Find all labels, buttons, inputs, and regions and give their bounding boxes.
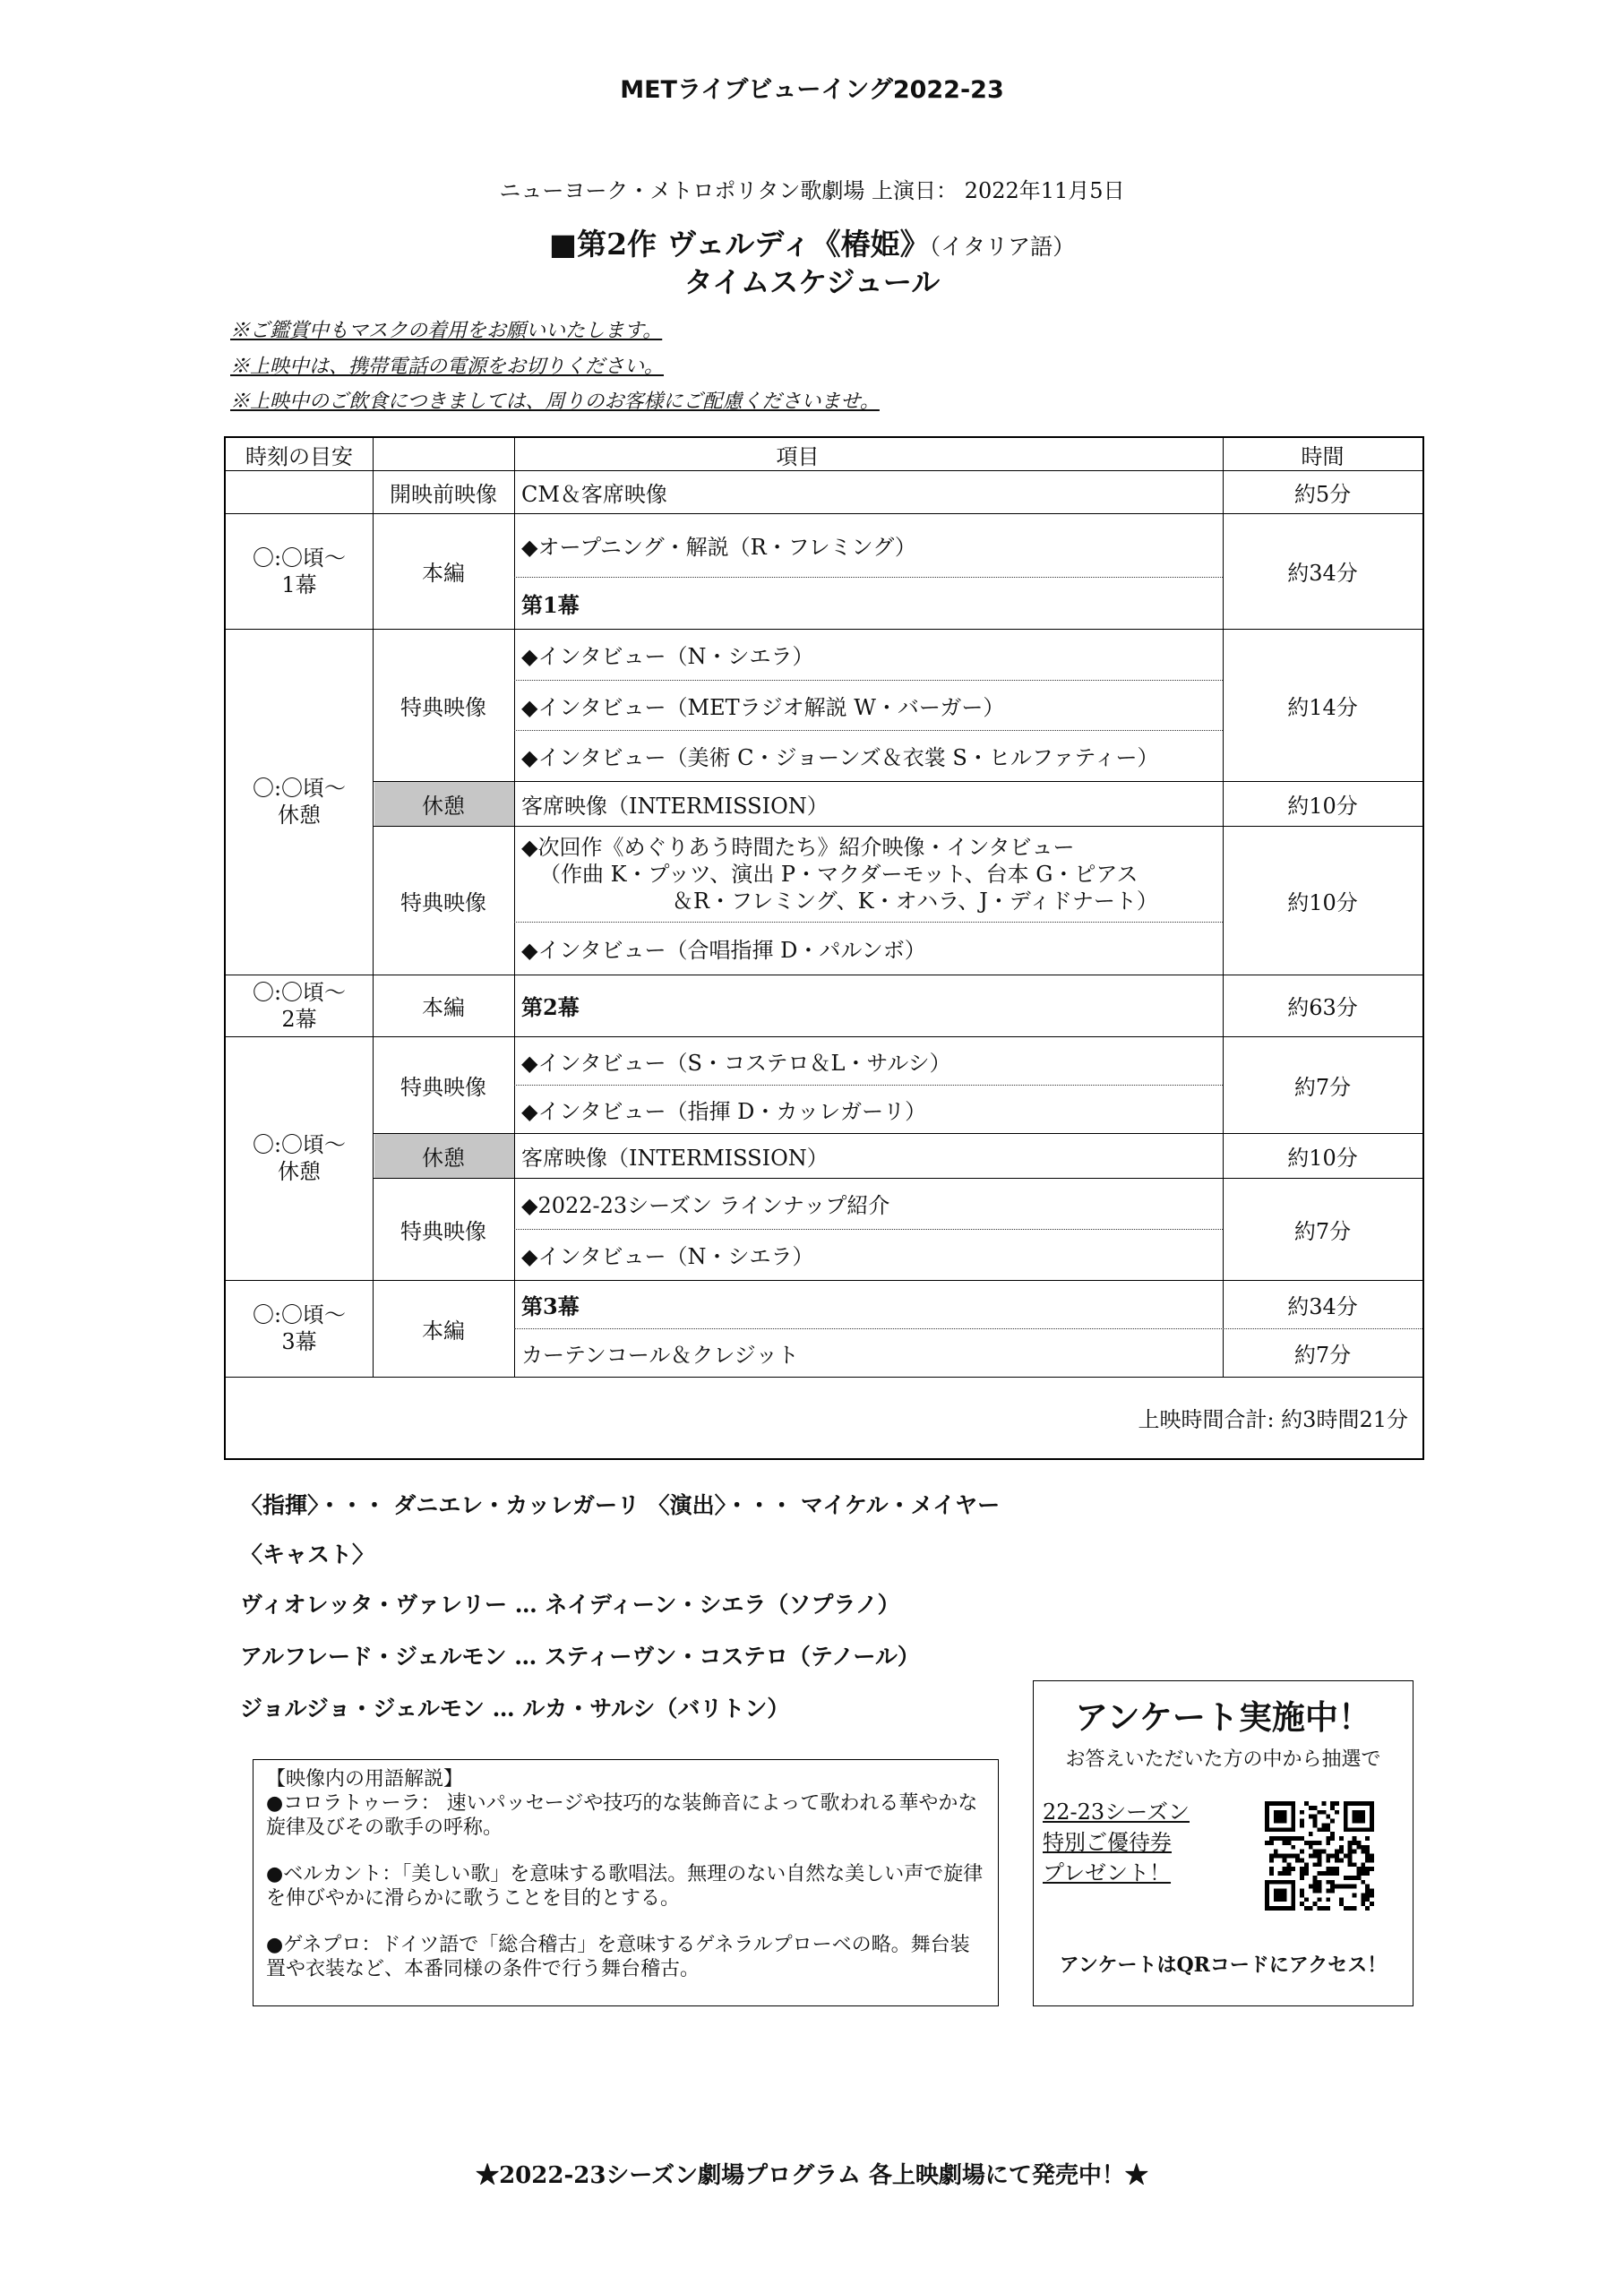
interval1-extra2-item-1: [514, 826, 1223, 922]
act2-time-line1: 〇:〇頃～: [252, 979, 347, 1005]
interval1-time: [226, 629, 373, 975]
interval2-extra2-item-2: ◆インタビュー（N・シエラ）: [521, 1244, 814, 1269]
glossary-belcanto: ●ベルカント：「美しい歌」を意味する歌唱法。無理のない自然な美しい声で旋律を伸びやかに滑らかに歌うことを目的とする。: [266, 1863, 984, 1910]
pre-category: 開映前映像: [390, 481, 497, 507]
survey-gift-line-1: 22-23シーズン: [1043, 1799, 1190, 1825]
schedule-table: [224, 436, 1424, 1460]
act1-category: 本編: [422, 561, 465, 586]
cast-giorgio: ジョルジョ・ジェルモン … ルカ・サルシ（バリトン）: [240, 1696, 790, 1722]
act3-duration-2: 約7分: [1293, 1342, 1352, 1368]
header-time: 時刻の目安: [245, 443, 353, 469]
program-sale-notice: ★2022-23シーズン劇場プログラム 各上映劇場にて発売中！★: [476, 2162, 1148, 2189]
act2-item: 第2幕: [521, 994, 580, 1020]
act1-item-opening: ◆オープニング・解説（R・フレミング）: [521, 535, 916, 560]
survey-gift-line-2: 特別ご優待券: [1043, 1830, 1172, 1855]
interval1-extra-category: 特典映像: [400, 694, 486, 720]
venue-date-line: ニューヨーク・メトロポリタン歌劇場 上演日： 2022年11月5日: [499, 178, 1125, 203]
act2-time: [226, 975, 373, 1036]
pre-item: CM＆客席映像: [521, 481, 667, 507]
page-title: METライブビューイング2022-23: [620, 76, 1004, 104]
glossary-box: [253, 1759, 999, 2006]
act1-duration: 約34分: [1287, 561, 1358, 586]
glossary-coloratura: ●コロラトゥーラ： 速いパッセージや技巧的な装飾音によって歌われる華やかな旋律及びその歌手の呼称。: [266, 1792, 978, 1839]
interval2-extra-duration: 約7分: [1293, 1074, 1352, 1100]
notice-mask: ※ご鑑賞中もマスクの着用をお願いいたします。: [230, 320, 663, 342]
act2-duration: 約63分: [1287, 995, 1358, 1020]
interval2-extra2-category: 特典映像: [400, 1218, 486, 1244]
act1-time-line1: 〇:〇頃～: [252, 545, 347, 571]
interval1-extra2-category: 特典映像: [400, 889, 486, 915]
act1-item-act: 第1幕: [521, 591, 580, 618]
interval1-extra2-item-2: ◆インタビュー（合唱指揮 D・パルンボ）: [521, 938, 926, 963]
header-item: 項目: [776, 443, 820, 469]
interval2-time-line1: 〇:〇頃～: [252, 1132, 347, 1157]
interval1-extra-item-3: ◆インタビュー（美術 C・ジョーンズ＆衣裳 S・ヒルファティー）: [521, 745, 1159, 770]
work-title: [0, 221, 1624, 263]
total-runtime: 上映時間合計: 約3時間21分: [1138, 1407, 1408, 1432]
survey-title: アンケート実施中！: [1075, 1697, 1371, 1737]
act3-item-1: 第3幕: [521, 1292, 580, 1319]
notice-food: ※上映中のご飲食につきましては、周りのお客様にご配慮くださいませ。: [230, 391, 880, 413]
interval1-break-duration: 約10分: [1287, 793, 1358, 819]
interval1-break-category: 休憩: [422, 793, 465, 819]
pre-duration: 約5分: [1293, 481, 1352, 507]
cast-heading: 〈キャスト〉: [240, 1542, 375, 1567]
interval2-break-duration: 約10分: [1287, 1145, 1358, 1171]
interval1-extra-item-2: ◆インタビュー（METラジオ解説 W・バーガー）: [521, 694, 1005, 720]
interval1-extra-item-1: ◆インタビュー（N・シエラ）: [521, 644, 814, 669]
survey-subtitle: お答えいただいた方の中から抽選で: [1065, 1748, 1381, 1771]
act3-category: 本編: [422, 1318, 465, 1344]
interval2-time-line2: 休憩: [278, 1159, 321, 1184]
cast-alfredo: アルフレード・ジェルモン … スティーヴン・コステロ（テノール）: [240, 1644, 920, 1670]
act3-item-2: カーテンコール＆クレジット: [521, 1342, 799, 1368]
interval1-extra2-duration: 約10分: [1287, 889, 1358, 915]
cast-violetta: ヴィオレッタ・ヴァレリー … ネイディーン・シエラ（ソプラノ）: [240, 1592, 900, 1618]
glossary-heading: 【映像内の用語解説】: [266, 1768, 464, 1791]
work-title-text: ■第2作 ヴェルディ《椿姫》: [548, 227, 930, 262]
header-duration: 時間: [1301, 443, 1345, 469]
act2-category: 本編: [422, 995, 465, 1020]
survey-footer: アンケートはQRコードにアクセス！: [1059, 1954, 1388, 1977]
staff-credits: 〈指揮〉・・・ ダニエレ・カッレガーリ 〈演出〉・・・ マイケル・メイヤー: [240, 1492, 1001, 1518]
glossary-genepro: ●ゲネプロ：ドイツ語で「総合稽古」を意味するゲネラルプローベの略。舞台装置や衣装など、本番同様の条件で行う舞台稽古。: [266, 1934, 970, 1980]
survey-gift-line-3: プレゼント！: [1043, 1860, 1172, 1885]
next-work-line-1: ◆次回作《めぐりあう時間たち》紹介映像・インタビュー: [521, 834, 1075, 860]
interval1-time-line2: 休憩: [278, 803, 321, 828]
next-work-line-3: ＆R・フレミング、K・オハラ、J・ディドナート）: [672, 888, 1158, 914]
interval1-break-item: 客席映像（INTERMISSION）: [521, 793, 829, 819]
act3-duration-1: 約34分: [1287, 1293, 1358, 1319]
notice-phone: ※上映中は、携帯電話の電源をお切りください。: [230, 356, 665, 378]
interval2-break-item: 客席映像（INTERMISSION）: [521, 1145, 829, 1171]
act3-time-line1: 〇:〇頃～: [252, 1302, 347, 1327]
interval1-extra-duration: 約14分: [1287, 694, 1358, 720]
interval1-time-line1: 〇:〇頃～: [252, 776, 347, 801]
interval2-extra-item-1: ◆インタビュー（S・コステロ＆L・サルシ）: [521, 1050, 951, 1076]
interval2-extra-item-2: ◆インタビュー（指揮 D・カッレガーリ）: [521, 1098, 927, 1124]
qr-code[interactable]: [1265, 1801, 1374, 1911]
act3-time: [226, 1280, 373, 1377]
survey-box: [1033, 1680, 1413, 2006]
act1-time-line2: 1幕: [281, 571, 317, 597]
act1-time: [226, 513, 373, 629]
act3-time-line2: 3幕: [281, 1329, 317, 1354]
interval2-extra2-item-1: ◆2022-23シーズン ラインナップ紹介: [521, 1193, 890, 1218]
interval2-time: [226, 1036, 373, 1280]
interval2-break-category: 休憩: [422, 1145, 465, 1171]
act2-time-line2: 2幕: [281, 1006, 317, 1032]
interval2-extra-category: 特典映像: [400, 1074, 486, 1100]
interval2-extra2-duration: 約7分: [1293, 1218, 1352, 1244]
next-work-line-2: （作曲 K・プッツ、演出 P・マクダーモット、台本 G・ピアス: [539, 861, 1139, 887]
schedule-subtitle: タイムスケジュール: [683, 265, 941, 299]
work-language: （イタリア語）: [929, 234, 1076, 260]
